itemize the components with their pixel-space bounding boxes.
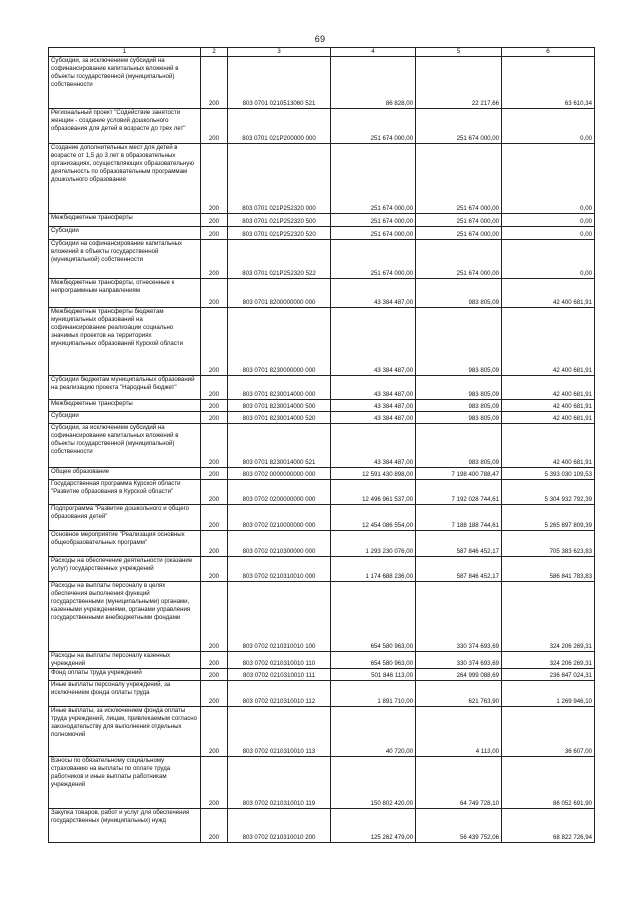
row-unexecuted-amount: 0,00 (502, 214, 595, 227)
row-name: Субсидии (49, 227, 201, 240)
row-name: Расходы на обеспечение деятельности (оказание услуг) государственных учреждений (49, 557, 201, 582)
row-admin-code: 200 (201, 557, 228, 582)
row-name: Межбюджетные трансферты, отнесенные к непрограммным направлениям (49, 279, 201, 308)
table-row (49, 57, 595, 109)
row-executed-amount: 22 217,66 (416, 57, 502, 109)
row-budget-code: 803 0702 0210300000 000 (228, 531, 331, 557)
row-admin-code: 200 (201, 681, 228, 707)
row-executed-amount: 251 674 000,00 (416, 227, 502, 240)
row-admin-code: 200 (201, 582, 228, 652)
column-number-row (49, 48, 595, 57)
row-approved-amount: 251 674 000,00 (331, 214, 416, 227)
row-executed-amount: 56 439 752,06 (416, 809, 502, 843)
row-admin-code: 200 (201, 757, 228, 809)
row-budget-code: 803 0701 021P252320 520 (228, 227, 331, 240)
row-name: Региональный проект "Содействие занятости женщин - создание условий дошкольного образования для детей в возрасте до трех лет" (49, 109, 201, 144)
row-approved-amount: 1 891 710,00 (331, 681, 416, 707)
row-executed-amount: 7 188 188 744,61 (416, 505, 502, 531)
row-budget-code: 803 0701 021P252320 000 (228, 144, 331, 214)
row-executed-amount: 983 805,09 (416, 424, 502, 468)
table-row (49, 809, 595, 843)
row-name: Субсидии бюджетам муниципальных образований на реализацию проекта "Народный бюджет" (49, 376, 201, 400)
row-budget-code: 803 0702 0210310010 110 (228, 652, 331, 669)
row-admin-code: 200 (201, 468, 228, 480)
table-row (49, 505, 595, 531)
row-name: Создание дополнительных мест для детей в возрасте от 1,5 до 3 лет в образовательных организациях, осуществляющих образовательную деятельность по образовательным программам дошкольного образования (49, 144, 201, 214)
row-admin-code: 200 (201, 669, 228, 681)
row-unexecuted-amount: 0,00 (502, 240, 595, 279)
row-unexecuted-amount: 0,00 (502, 227, 595, 240)
row-unexecuted-amount: 42 400 681,91 (502, 308, 595, 376)
row-name: Субсидии (49, 412, 201, 424)
row-executed-amount: 587 846 452,17 (416, 531, 502, 557)
row-name: Расходы на выплаты персоналу казенных учреждений (49, 652, 201, 669)
row-budget-code: 803 0701 8230014000 520 (228, 412, 331, 424)
row-admin-code: 200 (201, 240, 228, 279)
table-row (49, 652, 595, 669)
row-name: Взносы по обязательному социальному страхованию на выплаты по оплате труда работников и иные выплаты работникам учреждений (49, 757, 201, 809)
row-approved-amount: 43 384 487,00 (331, 424, 416, 468)
row-executed-amount: 983 805,09 (416, 400, 502, 412)
row-unexecuted-amount: 0,00 (502, 109, 595, 144)
row-budget-code: 803 0702 0200000000 000 (228, 480, 331, 505)
row-executed-amount: 4 113,00 (416, 707, 502, 757)
row-unexecuted-amount: 63 610,34 (502, 57, 595, 109)
row-budget-code: 803 0702 0210310010 113 (228, 707, 331, 757)
row-executed-amount: 983 805,09 (416, 412, 502, 424)
row-name: Субсидии, за исключением субсидий на софинансирование капитальных вложений в объекты государственной (муниципальной) собственности (49, 424, 201, 468)
row-admin-code: 200 (201, 400, 228, 412)
table-row (49, 582, 595, 652)
table-row (49, 227, 595, 240)
column-header-3: 3 (228, 48, 331, 57)
row-approved-amount: 43 384 487,00 (331, 308, 416, 376)
row-executed-amount: 251 674 000,00 (416, 240, 502, 279)
row-name: Расходы на выплаты персоналу в целях обеспечения выполнения функций государственными (муниципальными) органами, казенными учреждениями, органами управления государственными внебюджетными фондами (49, 582, 201, 652)
table-row (49, 400, 595, 412)
table-row (49, 681, 595, 707)
row-unexecuted-amount: 5 265 897 809,39 (502, 505, 595, 531)
row-name: Государственная программа Курской области "Развитие образования в Курской области" (49, 480, 201, 505)
row-budget-code: 803 0702 0000000000 000 (228, 468, 331, 480)
row-unexecuted-amount: 86 052 691,90 (502, 757, 595, 809)
table-row (49, 109, 595, 144)
column-header-2: 2 (201, 48, 228, 57)
page-number: 69 (314, 34, 326, 44)
row-budget-code: 803 0702 0210310010 112 (228, 681, 331, 707)
table-row (49, 279, 595, 308)
row-budget-code: 803 0702 0210310010 100 (228, 582, 331, 652)
column-header-6: 6 (502, 48, 595, 57)
row-budget-code: 803 0701 0210513060 521 (228, 57, 331, 109)
row-budget-code: 803 0701 021P252320 500 (228, 214, 331, 227)
row-unexecuted-amount: 586 841 783,83 (502, 557, 595, 582)
row-budget-code: 803 0702 0210310010 200 (228, 809, 331, 843)
row-approved-amount: 1 293 230 076,00 (331, 531, 416, 557)
table-row (49, 669, 595, 681)
budget-execution-table (48, 47, 595, 843)
row-admin-code: 200 (201, 707, 228, 757)
row-executed-amount: 64 749 728,10 (416, 757, 502, 809)
row-unexecuted-amount: 42 400 681,91 (502, 376, 595, 400)
row-budget-code: 803 0701 8230000000 000 (228, 308, 331, 376)
table-row (49, 376, 595, 400)
column-header-5: 5 (416, 48, 502, 57)
row-name: Иные выплаты, за исключением фонда оплаты труда учреждений, лицам, привлекаемым согласно законодательству для выполнения отдельных полномочий (49, 707, 201, 757)
row-name: Общее образование (49, 468, 201, 480)
row-approved-amount: 12 454 086 554,00 (331, 505, 416, 531)
table-row (49, 707, 595, 757)
row-executed-amount: 330 374 693,69 (416, 652, 502, 669)
row-approved-amount: 86 828,00 (331, 57, 416, 109)
row-executed-amount: 983 805,09 (416, 279, 502, 308)
row-admin-code: 200 (201, 279, 228, 308)
row-approved-amount: 251 674 000,00 (331, 240, 416, 279)
row-executed-amount: 264 999 088,69 (416, 669, 502, 681)
row-executed-amount: 983 805,09 (416, 376, 502, 400)
row-approved-amount: 40 720,00 (331, 707, 416, 757)
row-name: Закупка товаров, работ и услуг для обеспечения государственных (муниципальных) нужд (49, 809, 201, 843)
row-approved-amount: 1 174 688 236,00 (331, 557, 416, 582)
row-unexecuted-amount: 324 206 269,31 (502, 652, 595, 669)
row-admin-code: 200 (201, 144, 228, 214)
row-admin-code: 200 (201, 531, 228, 557)
row-approved-amount: 251 674 000,00 (331, 227, 416, 240)
row-executed-amount: 251 674 000,00 (416, 144, 502, 214)
row-name: Основное мероприятие "Реализация основных общеобразовательных программ" (49, 531, 201, 557)
row-approved-amount: 43 384 487,00 (331, 400, 416, 412)
row-budget-code: 803 0701 8230014000 521 (228, 424, 331, 468)
row-unexecuted-amount: 5 393 030 109,53 (502, 468, 595, 480)
row-unexecuted-amount: 42 400 681,91 (502, 412, 595, 424)
row-approved-amount: 654 580 963,00 (331, 652, 416, 669)
row-executed-amount: 7 192 028 744,61 (416, 480, 502, 505)
row-unexecuted-amount: 1 269 946,10 (502, 681, 595, 707)
row-executed-amount: 587 846 452,17 (416, 557, 502, 582)
row-budget-code: 803 0701 021P200000 000 (228, 109, 331, 144)
row-budget-code: 803 0702 0210000000 000 (228, 505, 331, 531)
row-admin-code: 200 (201, 424, 228, 468)
row-approved-amount: 654 580 963,00 (331, 582, 416, 652)
table-row (49, 468, 595, 480)
table-row (49, 214, 595, 227)
table-row (49, 424, 595, 468)
row-unexecuted-amount: 42 400 681,91 (502, 400, 595, 412)
row-admin-code: 200 (201, 480, 228, 505)
row-name: Фонд оплаты труда учреждений (49, 669, 201, 681)
row-budget-code: 803 0701 8230014000 500 (228, 400, 331, 412)
row-admin-code: 200 (201, 308, 228, 376)
row-approved-amount: 43 384 487,00 (331, 412, 416, 424)
row-unexecuted-amount: 36 607,00 (502, 707, 595, 757)
row-approved-amount: 125 262 479,00 (331, 809, 416, 843)
row-approved-amount: 251 674 000,00 (331, 144, 416, 214)
row-approved-amount: 12 496 961 537,00 (331, 480, 416, 505)
row-executed-amount: 621 763,90 (416, 681, 502, 707)
row-admin-code: 200 (201, 227, 228, 240)
table-row (49, 557, 595, 582)
row-unexecuted-amount: 42 400 681,91 (502, 424, 595, 468)
row-admin-code: 200 (201, 652, 228, 669)
row-budget-code: 803 0701 8200000000 000 (228, 279, 331, 308)
row-executed-amount: 251 674 000,00 (416, 109, 502, 144)
row-budget-code: 803 0701 021P252320 522 (228, 240, 331, 279)
row-unexecuted-amount: 68 822 726,94 (502, 809, 595, 843)
column-header-1: 1 (49, 48, 201, 57)
row-unexecuted-amount: 5 304 932 792,39 (502, 480, 595, 505)
row-name: Межбюджетные трансферты (49, 400, 201, 412)
row-approved-amount: 12 591 430 898,00 (331, 468, 416, 480)
row-admin-code: 200 (201, 809, 228, 843)
row-admin-code: 200 (201, 109, 228, 144)
table-row (49, 757, 595, 809)
row-approved-amount: 501 846 113,00 (331, 669, 416, 681)
row-name: Межбюджетные трансферты бюджетам муниципальных образований на софинансирование реализации социально значимых проектов на территориях муниципальных образований Курской области (49, 308, 201, 376)
row-executed-amount: 7 198 400 788,47 (416, 468, 502, 480)
row-unexecuted-amount: 324 206 269,31 (502, 582, 595, 652)
row-name: Субсидии на софинансирование капитальных вложений в объекты государственной (муниципальной) собственности (49, 240, 201, 279)
row-admin-code: 200 (201, 505, 228, 531)
table-row (49, 412, 595, 424)
row-unexecuted-amount: 42 400 681,91 (502, 279, 595, 308)
row-unexecuted-amount: 0,00 (502, 144, 595, 214)
table-row (49, 144, 595, 214)
row-name: Подпрограмма "Развитие дошкольного и общего образования детей" (49, 505, 201, 531)
row-executed-amount: 983 805,09 (416, 308, 502, 376)
row-name: Иные выплаты персоналу учреждений, за исключением фонда оплаты труда (49, 681, 201, 707)
row-name: Субсидии, за исключением субсидий на софинансирование капитальных вложений в объекты государственной (муниципальной) собственности (49, 57, 201, 109)
row-unexecuted-amount: 705 383 623,83 (502, 531, 595, 557)
row-budget-code: 803 0701 8230014000 000 (228, 376, 331, 400)
row-admin-code: 200 (201, 412, 228, 424)
row-budget-code: 803 0702 0210310010 119 (228, 757, 331, 809)
table-row (49, 531, 595, 557)
row-budget-code: 803 0702 0210310010 111 (228, 669, 331, 681)
row-unexecuted-amount: 236 847 024,31 (502, 669, 595, 681)
table-row (49, 480, 595, 505)
row-admin-code: 200 (201, 214, 228, 227)
table-row (49, 240, 595, 279)
row-name: Межбюджетные трансферты (49, 214, 201, 227)
row-admin-code: 200 (201, 57, 228, 109)
row-executed-amount: 330 374 693,69 (416, 582, 502, 652)
row-admin-code: 200 (201, 376, 228, 400)
row-budget-code: 803 0702 0210310010 000 (228, 557, 331, 582)
row-approved-amount: 251 674 000,00 (331, 109, 416, 144)
table-row (49, 308, 595, 376)
row-approved-amount: 43 384 487,00 (331, 279, 416, 308)
row-approved-amount: 150 802 420,00 (331, 757, 416, 809)
row-executed-amount: 251 674 000,00 (416, 214, 502, 227)
row-approved-amount: 43 384 487,00 (331, 376, 416, 400)
column-header-4: 4 (331, 48, 416, 57)
